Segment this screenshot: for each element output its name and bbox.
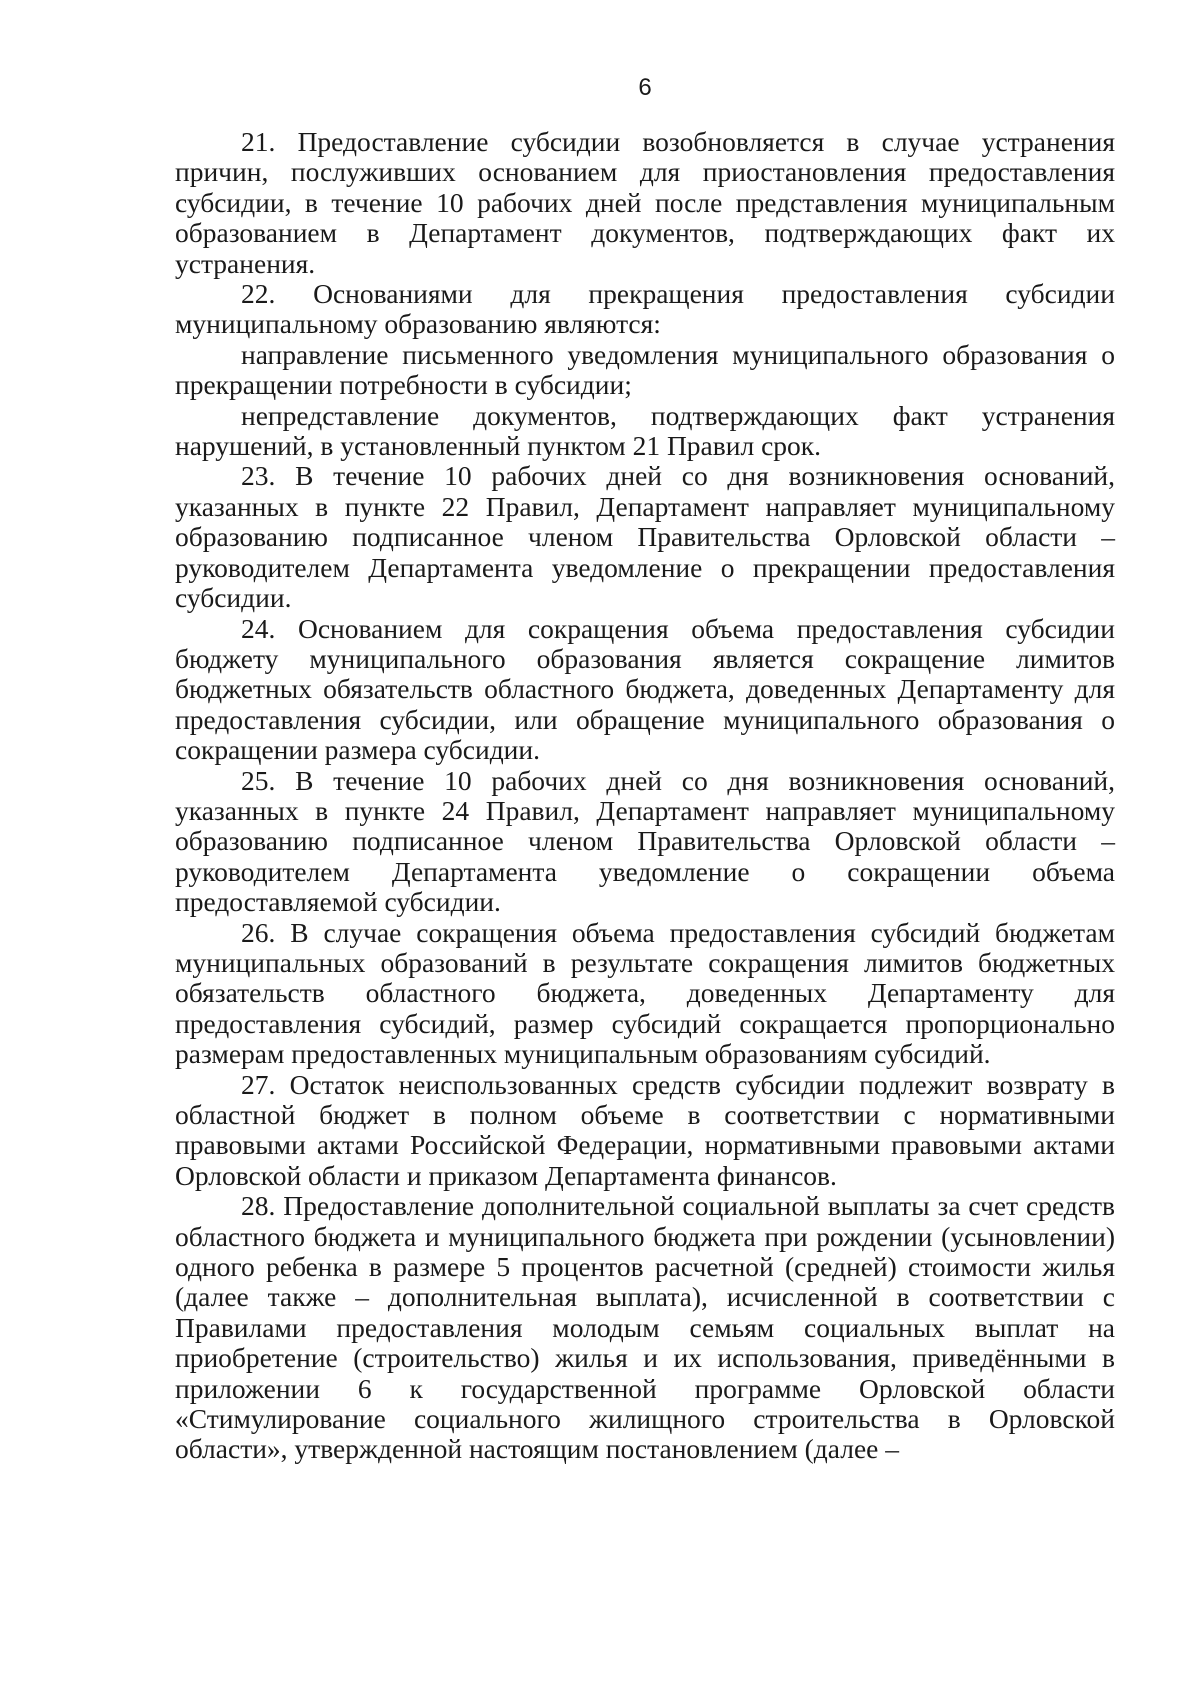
paragraph-22-item-2: непредставление документов, подтверждающих факт устранения нарушений, в установленный пунктом 21 Правил срок.	[175, 399, 1115, 462]
paragraph-22: 22. Основаниями для прекращения предоставления субсидии муниципальному образованию являются:	[175, 278, 1115, 340]
paragraph-22-item-1: направление письменного уведомления муниципального образования о прекращении потребности в субсидии;	[175, 338, 1115, 401]
paragraph-28: 28. Предоставление дополнительной социальной выплаты за счет средств областного бюджета и муниципального бюджета при рождении (усыновлении) одного ребенка в размере 5 процентов расчетной (средней) стоимости жилья (далее также – дополнительная выплата), исчисленной в соответствии с Правилами предоставления молодым семьям социальных выплат на приобретение (строительство) жилья и их использования, приведёнными в приложении 6 к государственной программе Орловской области «Стимулирование социального жилищного строительства в Орловской области», утвержденной настоящим постановлением (далее –	[175, 1190, 1115, 1465]
paragraph-21: 21. Предоставление субсидии возобновляется в случае устранения причин, послуживших основанием для приостановления предоставления субсидии, в течение 10 рабочих дней после представления муниципальным образованием в Департамент документов, подтверждающих факт их устранения.	[175, 126, 1115, 279]
document-body	[175, 127, 1115, 1465]
paragraph-26: 26. В случае сокращения объема предоставления субсидий бюджетам муниципальных образований в результате сокращения лимитов бюджетных обязательств областного бюджета, доведенных Департаменту для предоставления субсидий, размер субсидий сокращается пропорционально размерам предоставленных муниципальным образованиям субсидий.	[175, 916, 1115, 1070]
paragraph-23: 23. В течение 10 рабочих дней со дня возникновения оснований, указанных в пункте 22 Правил, Департамент направляет муниципальному образованию подписанное членом Правительства Орловской области – руководителем Департамента уведомление о прекращении предоставления субсидии.	[175, 460, 1115, 614]
page-number: 6	[638, 74, 652, 101]
paragraph-24: 24. Основанием для сокращения объема предоставления субсидии бюджету муниципального образования является сокращение лимитов бюджетных обязательств областного бюджета, доведенных Департаменту для предоставления субсидии, или обращение муниципального образования о сокращении размера субсидии.	[175, 612, 1115, 766]
paragraph-27: 27. Остаток неиспользованных средств субсидии подлежит возврату в областной бюджет в полном объеме в соответствии с нормативными правовыми актами Российской Федерации, нормативными правовыми актами Орловской области и приказом Департамента финансов.	[175, 1068, 1115, 1191]
paragraph-25: 25. В течение 10 рабочих дней со дня возникновения оснований, указанных в пункте 24 Правил, Департамент направляет муниципальному образованию подписанное членом Правительства Орловской области – руководителем Департамента уведомление о сокращении объема предоставляемой субсидии.	[175, 764, 1115, 918]
